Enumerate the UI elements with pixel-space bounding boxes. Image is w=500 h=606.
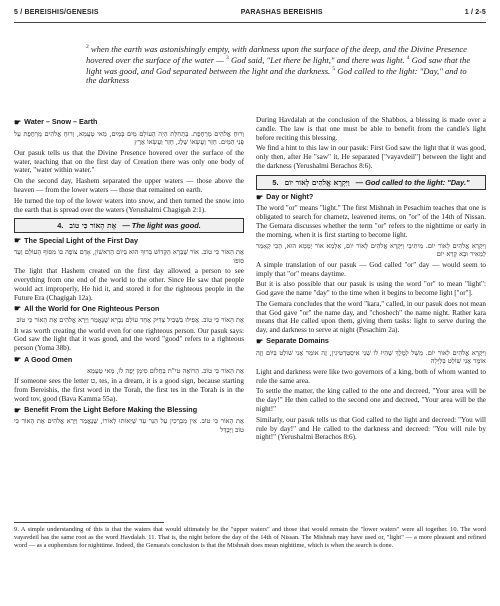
pointing-hand-icon: ☛: [256, 336, 264, 346]
page-header: [14, 9, 486, 21]
right-column: [256, 116, 486, 517]
left-column: [14, 116, 244, 517]
verse-text: God called to the light: "Day," and to the darkness: [86, 65, 467, 86]
pointing-hand-icon: ☛: [14, 118, 22, 127]
commentary-paragraph: The light that Hashem created on the first day allowed a person to see everything from one end of the world to the other. Since He saw that people would act improperly, He hid it, and stored it for the righteous people in the Future Era (Chagigah 12a).: [14, 267, 244, 302]
commentary-paragraph: If someone sees the letter ט, tes, in a dream, it is a good sign, because starting from Bereishis, the first word in the Torah, the first tes in the Torah is in the word tov, good (Bava Kamma 55a).: [14, 377, 244, 403]
section-heading: ☛ All the World for One Righteous Person: [14, 303, 160, 314]
header-center: PARASHAS BEREISHIS: [240, 9, 323, 16]
commentary-paragraph: To settle the matter, the king called to the one and decreed, "Your area will be the day!" He then called to the second one and decreed, "Your area will be the night!": [256, 387, 486, 413]
verse-translation: [86, 44, 474, 86]
header-rule: [14, 22, 486, 23]
hebrew-source: אֶת הָאוֹר כִּי טוֹב. אֵין מְבָרְכִין עַל הַנֵּר עַד שֶׁיֵּאוֹתוּ לְאוֹרוֹ, שֶׁנֶּאֱמַר וַיַּרְא אֱלֹהִים אֶת הָאוֹר כִּי טוֹב וַיַּבְדֵּל: [14, 417, 244, 434]
commentary-paragraph: It was worth creating the world even for one righteous person. Our pasuk says: God saw the light that it was good, and the word "good" refers to a righteous person (Yoma 38b).: [14, 326, 244, 353]
verse-number: 3: [226, 54, 229, 61]
commentary-paragraph: The word "or" means "light." The first Mishnah in Pesachim teaches that one is obligated to search for chametz, leavened items, on "or" of the 14th of Nissan. The Gemara discusses whether the term "or" refers to the nighttime or early in the morning, when it is first starting to become light.: [256, 204, 486, 239]
commentary-paragraph: We find a hint to this law in our pasuk: First God saw the light that it was good, only then, after He "saw" it, He separated ["vayavdeil"] between the light and the darkness (Yerushalmi Berachos 8:6).: [256, 144, 486, 170]
footnote-rule: [14, 522, 164, 523]
header-right: 1 / 2-5: [464, 9, 486, 16]
commentary-paragraph: But it is also possible that our pasuk is using the word "or" to mean "light": God gave the name "day" to the time when it begins to become light ["or"].: [256, 280, 486, 298]
verse-box-heading: 4. אֶת הָאוֹר כִּי טוֹב — The light was good.: [14, 218, 244, 233]
section-heading: ☛ A Good Omen: [14, 354, 73, 365]
pointing-hand-icon: ☛: [14, 405, 22, 415]
footnotes: 9. A simple understanding of this is that the waters that would ultimately be the "upper waters" and those that would remain the "lower waters" were all together. 10. The word vayavdeil has the same root as the word Havdalah. 11. That is, the night before the day of the 14th of Nissan. The Mishnah may have used or, "light" — a more pleasant and refined word — as a euphemism for nighttime. Indeed, the Gemara's conclusion is that the Mishnah does mean nighttime, which is when the search is done.: [14, 526, 486, 549]
verse-text: God said, "Let there be light," and there was light.: [230, 54, 405, 65]
verse-number: 4: [406, 54, 410, 61]
section-heading: ☛ Day or Night?: [256, 192, 314, 202]
header-left: 5 / BEREISHIS/GENESIS: [14, 9, 99, 16]
commentary-paragraph: Our pasuk tells us that the Divine Presence hovered over the surface of the water, teaching that on the first day of Creation there was only one body of water, "water within water.": [14, 148, 244, 175]
verse-number: 2: [86, 44, 89, 50]
section-heading: ☛ Separate Domains: [256, 336, 329, 346]
pointing-hand-icon: ☛: [14, 236, 22, 246]
commentary-paragraph: The Gemara concludes that the word "kara," called, in our pasuk does not mean that God gave "or" the name day, and "choshech" the name night. Rather kara means that He called upon them, giving them tasks: light to serve during the day, and darkness to serve at night (Pesachim 2a).: [256, 299, 486, 335]
section-heading: ☛ Water – Snow – Earth: [14, 117, 98, 127]
hebrew-source: וְרוּחַ אֱלֹהִים מְרַחֶפֶת. בְּתְחִלַּת הָיָה הָעוֹלָם מַיִם בְּמַיִם, מַאי טַעֲמָא, וְרוּחַ אֱלֹהִים מְרַחֶפֶת עַל פְּנֵי הַמָּיִם. חָזַר וַעֲשָׂאוֹ שֶׁלֶג, חָזַר וַעֲשָׂאוֹ אֶרֶץ: [14, 129, 244, 147]
verse-box-heading: 5. וַיִּקְרָא אֱלֹהִים לָאוֹר יוֹם — God called to the light: "Day.": [256, 175, 486, 190]
verse-text: God saw that the light was good, and God separated between the light and the darkness.: [86, 54, 471, 76]
hebrew-source: אֶת הָאוֹר כִּי טוֹב. הָרוֹאֶה טי"ת בַּחֲלוֹם סִימָן יָפֶה לוֹ, מַאי טַעְמָא: [87, 366, 244, 375]
commentary-paragraph: A simple translation of our pasuk — God called "or" day — would seem to imply that "or" means daytime.: [256, 260, 486, 278]
verse-number: 5: [332, 65, 336, 72]
hebrew-source: וַיִּקְרָא אֱלֹהִים לָאוֹר יוֹם. מִיתִיבֵי וַיִּקְרָא אֱלֹהִים לָאוֹר יוֹם, אַלְמָא אוֹר יְמָמָא הוּא, הָכִי קָאָמַר לַמְאִיר וּבָא קָרָא יוֹם: [256, 241, 486, 259]
commentary-columns: [14, 116, 486, 517]
section-heading: ☛ Benefit From the Light Before Making the Blessing: [14, 405, 198, 415]
verse-text: when the earth was astonishingly empty, with darkness upon the surface of the deep, and the Divine Presence hovered over the surface of the water —: [86, 43, 467, 65]
hebrew-source: וַיִּקְרָא אֱלֹהִים לָאוֹר יוֹם. מָשָׁל לְמֶלֶךְ שֶׁהָיוּ לוֹ שְׁנֵי אִיסְטְרַטִּיגִין, זֶה אוֹמֵר אֲנִי שׁוֹלֵט בַּיּוֹם וְזֶה אוֹמֵר אֲנִי שׁוֹלֵט בַּלַּיְלָה: [256, 348, 486, 366]
hebrew-source: אֶת הָאוֹר כִּי טוֹב. אֲפִילוּ בִּשְׁבִיל צַדִּיק אֶחָד עוֹלָם נִבְרָא שֶׁנֶּאֱמַר וַיַּרְא אֱלֹהִים אֶת הָאוֹר כִּי טוֹב: [16, 316, 244, 325]
commentary-paragraph: Similarly, our pasuk tells us that God called to the light and decreed: "You will rule by day!" and He called to the darkness and decreed: "You will rule by night!" (Yerushalmi Berachos 8:6).: [256, 415, 486, 442]
commentary-paragraph: Light and darkness were like two governors of a king, both of whom wanted to rule the same area.: [256, 367, 486, 385]
section-heading: ☛ The Special Light of the First Day: [14, 235, 138, 246]
hebrew-source: אֶת הָאוֹר כִּי טוֹב. אוֹר שֶׁבָּרָא הַקָּדוֹשׁ בָּרוּךְ הוּא בְּיוֹם הָרִאשׁוֹן, אָדָם צוֹפֶה בּוֹ מִסּוֹף הָעוֹלָם וְעַד סוֹפוֹ: [14, 248, 244, 265]
commentary-paragraph: On the second day, Hashem separated the upper waters — those above the heaven — from the lower waters — those that remained on earth.: [14, 177, 244, 194]
pointing-hand-icon: ☛: [14, 304, 22, 314]
pointing-hand-icon: ☛: [14, 355, 22, 365]
commentary-paragraph: He turned the top of the lower waters into snow, and then turned the snow into the earth that is spread over the waters (Yerushalmi Chagigah 2:1).: [14, 196, 244, 214]
pointing-hand-icon: ☛: [256, 192, 264, 202]
commentary-paragraph: During Havdalah at the conclusion of the Shabbos, a blessing is made over a candle. The law is that one must be able to benefit from the candle's light before reciting this blessing.: [256, 116, 486, 142]
